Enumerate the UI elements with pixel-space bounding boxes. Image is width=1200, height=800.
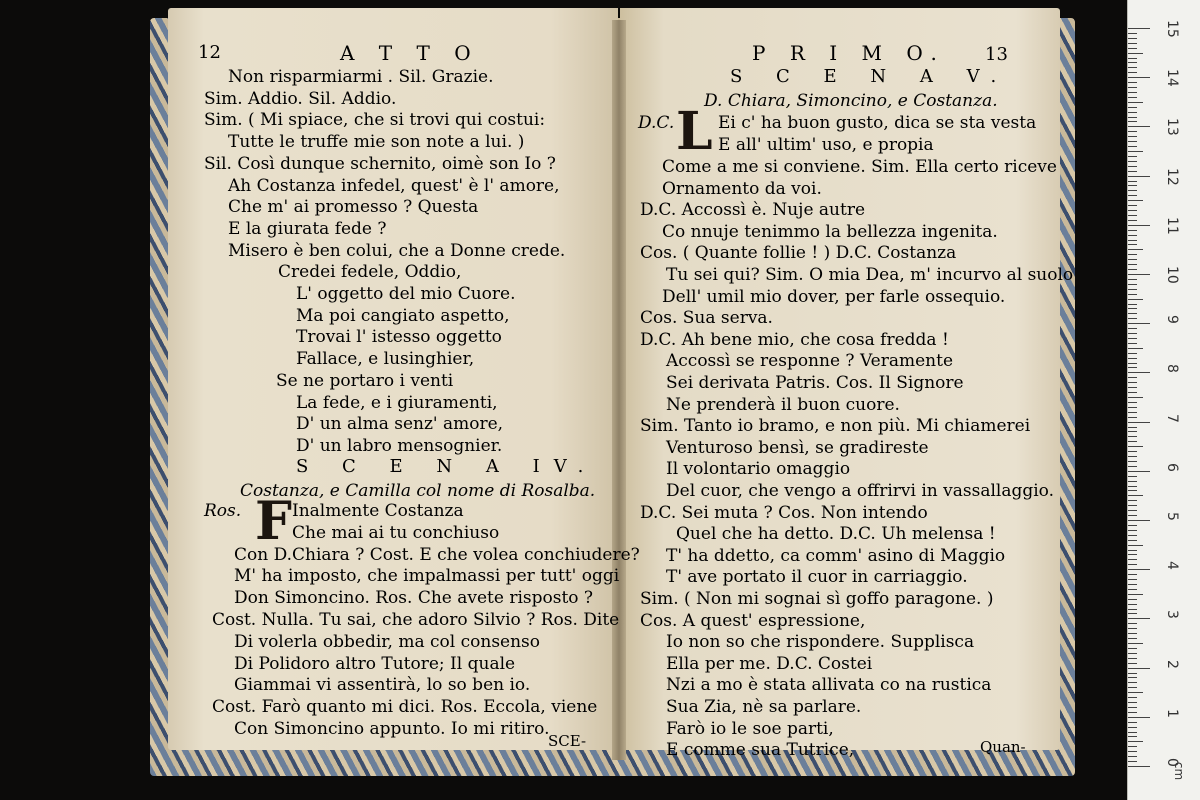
verse-line: Sim. Addio. Sil. Addio.: [204, 88, 397, 109]
ruler-tick: [1128, 151, 1143, 152]
verse-line: Che m' ai promesso ? Questa: [228, 197, 479, 218]
ruler-tick: [1128, 313, 1137, 314]
verse-line: Fallace, e lusinghier,: [296, 349, 475, 370]
ruler-tick: [1128, 594, 1143, 595]
ruler-tick: [1128, 102, 1143, 103]
verse-line: Di volerla obbedir, ma col consenso: [234, 631, 541, 652]
ruler-tick: [1128, 505, 1137, 506]
verse-line: Cos. A quest' espressione,: [640, 610, 866, 631]
ruler-tick: [1128, 515, 1137, 516]
ruler-number: 12: [1164, 167, 1180, 186]
ruler-tick: [1128, 195, 1137, 196]
ruler-tick: [1128, 692, 1143, 693]
ruler-tick: [1128, 441, 1137, 442]
verse-line: D.C. Ah bene mio, che cosa fredda !: [640, 329, 949, 350]
ruler-tick: [1128, 663, 1137, 664]
ruler-tick: [1128, 294, 1137, 295]
verse-line: D' un labro mensognier.: [296, 435, 503, 456]
ruler-tick: [1128, 67, 1137, 68]
verse-line: Sim. Tanto io bramo, e non più. Mi chiamerei: [640, 416, 1031, 437]
ruler-tick: [1128, 648, 1137, 649]
ruler-tick: [1128, 436, 1137, 437]
ruler-tick: [1128, 33, 1137, 34]
ruler-tick: [1128, 476, 1137, 477]
ruler-tick: [1128, 756, 1137, 757]
ruler-tick: [1128, 348, 1143, 349]
ruler-tick: [1128, 461, 1137, 462]
verse-line: Nzi a mo è stata allivata co na rustica: [666, 675, 992, 696]
ruler-tick: [1128, 741, 1143, 742]
measuring-ruler: [1127, 0, 1200, 800]
ruler-tick: [1128, 417, 1137, 418]
ruler-tick: [1128, 732, 1137, 733]
ruler-tick: [1128, 500, 1137, 501]
verse-line: Venturoso bensì, se gradireste: [666, 437, 929, 458]
ruler-number: 5: [1164, 512, 1180, 521]
verse-line: D.C. Accossì è. Nuje autre: [640, 200, 866, 221]
ruler-tick: [1128, 117, 1137, 118]
ruler-tick: [1128, 761, 1137, 762]
scene-cast: Costanza, e Camilla col nome di Rosalba.: [240, 481, 596, 501]
ruler-tick: [1128, 190, 1137, 191]
verse-line: E comme sua Tutrice,: [666, 740, 855, 761]
ruler-tick: [1128, 353, 1137, 354]
verse-line: Sim. ( Mi spiace, che si trovi qui costui:: [204, 110, 546, 131]
verse-line: Dell' umil mio dover, per farle ossequio.: [662, 286, 1006, 307]
ruler-tick: [1128, 87, 1137, 88]
catchword: SCE-: [548, 732, 587, 750]
ruler-tick: [1128, 431, 1137, 432]
ruler-tick: [1128, 574, 1137, 575]
ruler-tick: [1128, 210, 1137, 211]
verse-line: Che mai ai tu conchiuso: [292, 522, 500, 543]
ruler-tick: [1128, 299, 1143, 300]
verse-line: T' ha ddetto, ca comm' asino di Maggio: [666, 545, 1006, 566]
verse-line: Cost. Farò quanto mi dici. Ros. Eccola, viene: [212, 697, 598, 718]
ruler-tick: [1128, 471, 1150, 472]
verse-line: Cost. Nulla. Tu sai, che adoro Silvio ? Ros. Dite: [212, 610, 620, 630]
verse-line: Sei derivata Patris. Cos. Il Signore: [666, 373, 964, 393]
ruler-tick: [1128, 38, 1137, 39]
ruler-tick: [1128, 599, 1137, 600]
ruler-tick: [1128, 422, 1150, 423]
ruler-tick: [1128, 358, 1137, 359]
ruler-tick: [1128, 43, 1137, 44]
ruler-tick: [1128, 525, 1137, 526]
catchword: Quan-: [980, 738, 1026, 756]
ruler-tick: [1128, 274, 1150, 275]
ruler-tick: [1128, 97, 1137, 98]
verse-line: Farò io le soe parti,: [666, 718, 834, 739]
ruler-tick: [1128, 377, 1137, 378]
ruler-tick: [1128, 146, 1137, 147]
verse-line: Ah Costanza infedel, quest' è l' amore,: [228, 175, 560, 196]
ruler-tick: [1128, 490, 1137, 491]
ruler-tick: [1128, 181, 1137, 182]
verse-line: L' oggetto del mio Cuore.: [296, 284, 516, 304]
ruler-tick: [1128, 456, 1137, 457]
ruler-tick: [1128, 176, 1150, 177]
ruler-tick: [1128, 161, 1137, 162]
verse-line: Io non so che rispondere. Supplisca: [666, 632, 975, 653]
verse-line: Inalmente Costanza: [292, 501, 464, 521]
ruler-tick: [1128, 112, 1137, 113]
ruler-number: 4: [1164, 561, 1180, 571]
verse-line: Ornamento da voi.: [662, 178, 822, 199]
ruler-tick: [1128, 407, 1137, 408]
ruler-tick: [1128, 279, 1137, 280]
ruler-tick: [1128, 333, 1137, 334]
ruler-tick: [1128, 82, 1137, 83]
ruler-tick: [1128, 554, 1137, 555]
ruler-tick: [1128, 712, 1137, 713]
verse-line: Non risparmiarmi . Sil. Grazie.: [228, 67, 494, 87]
drop-cap: F: [255, 491, 292, 552]
ruler-tick: [1128, 520, 1150, 521]
ruler-tick: [1128, 550, 1137, 551]
ruler-tick: [1128, 343, 1137, 344]
ruler-tick: [1128, 412, 1137, 413]
ruler-tick: [1128, 284, 1137, 285]
ruler-tick: [1128, 126, 1150, 127]
ruler-tick: [1128, 308, 1137, 309]
ruler-tick: [1128, 564, 1137, 565]
ruler-tick: [1128, 579, 1137, 580]
ruler-tick: [1128, 618, 1150, 619]
ruler-tick: [1128, 220, 1137, 221]
ruler-number: 10: [1164, 266, 1180, 284]
ruler-tick: [1128, 48, 1137, 49]
ruler-tick: [1128, 387, 1137, 388]
verse-line: Tutte le truffe mie son note a lui. ): [228, 132, 525, 153]
ruler-tick: [1128, 402, 1137, 403]
verse-line: Tu sei qui? Sim. O mia Dea, m' incurvo al suolo: [666, 265, 1074, 285]
speaker-label: Ros.: [204, 501, 242, 521]
ruler-tick: [1128, 717, 1150, 718]
ruler-tick: [1128, 323, 1150, 324]
ruler-tick: [1128, 392, 1137, 393]
ruler-tick: [1128, 249, 1143, 250]
verse-line: Giammai vi assentirà, lo so ben io.: [234, 675, 531, 696]
ruler-tick: [1128, 53, 1143, 54]
ruler-number: 8: [1164, 364, 1180, 374]
speaker-label: D.C.: [638, 113, 675, 133]
ruler-tick: [1128, 628, 1137, 629]
ruler-tick: [1128, 736, 1137, 737]
verse-line: Sim. ( Non mi sognai sì goffo paragone. ): [640, 589, 994, 609]
verse-line: Sua Zia, nè sa parlare.: [666, 697, 862, 717]
ruler-tick: [1128, 707, 1137, 708]
ruler-number: 7: [1164, 413, 1180, 423]
ruler-tick: [1128, 107, 1137, 108]
ruler-tick: [1128, 240, 1137, 241]
book-gutter: [612, 20, 626, 760]
ruler-tick: [1128, 136, 1137, 137]
ruler-tick: [1128, 244, 1137, 245]
ruler-tick: [1128, 200, 1143, 201]
verse-line: Con D.Chiara ? Cost. E che volea conchiudere?: [234, 544, 640, 565]
ruler-tick: [1128, 171, 1137, 172]
ruler-tick: [1128, 510, 1137, 511]
verse-line: D.C. Sei muta ? Cos. Non intendo: [640, 502, 928, 523]
ruler-tick: [1128, 372, 1150, 373]
verse-line: T' ave portato il cuor in carriaggio.: [666, 567, 968, 588]
ruler-tick: [1128, 269, 1137, 270]
ruler-tick: [1128, 569, 1150, 570]
ruler-tick: [1128, 131, 1137, 132]
ruler-tick: [1128, 28, 1150, 29]
ruler-number: 2: [1164, 659, 1180, 669]
drop-cap: L: [676, 101, 713, 162]
ruler-tick: [1128, 486, 1137, 487]
scene-cast: D. Chiara, Simoncino, e Costanza.: [704, 91, 998, 111]
page-number-left: 12: [198, 42, 221, 63]
ruler-tick: [1128, 751, 1137, 752]
ruler-tick: [1128, 121, 1137, 122]
ruler-number: 1: [1164, 708, 1180, 718]
ruler-tick: [1128, 495, 1143, 496]
ruler-tick: [1128, 318, 1137, 319]
ruler-tick: [1128, 766, 1150, 767]
ruler-number: 3: [1164, 610, 1180, 620]
verse-line: Se ne portaro i venti: [276, 370, 454, 391]
ruler-tick: [1128, 451, 1137, 452]
ruler-tick: [1128, 77, 1150, 78]
ruler-tick: [1128, 481, 1137, 482]
page-number-right: 13: [985, 44, 1008, 65]
ruler-tick: [1128, 427, 1137, 428]
verse-line: Misero è ben colui, che a Donne crede.: [228, 240, 566, 261]
ruler-tick: [1128, 254, 1137, 255]
ruler-tick: [1128, 92, 1137, 93]
ruler-tick: [1128, 156, 1137, 157]
verse-line: Di Polidoro altro Tutore; Il quale: [234, 653, 516, 674]
ruler-tick: [1128, 446, 1143, 447]
ruler-tick: [1128, 328, 1137, 329]
verse-line: E all' ultim' uso, e propia: [718, 134, 934, 155]
ruler-tick: [1128, 643, 1143, 644]
ruler-tick: [1128, 535, 1137, 536]
verse-line: Sil. Così dunque schernito, oimè son Io ?: [204, 153, 556, 174]
verse-line: Cos. ( Quante follie ! ) D.C. Costanza: [640, 243, 957, 264]
verse-line: Ella per me. D.C. Costei: [666, 653, 873, 674]
ruler-tick: [1128, 225, 1150, 226]
ruler-tick: [1128, 466, 1137, 467]
verse-line: M' ha imposto, che impalmassi per tutt' oggi: [234, 566, 620, 587]
verse-line: Don Simoncino. Ros. Che avete risposto ?: [234, 588, 594, 609]
verse-line: Accossì se responne ? Veramente: [666, 351, 953, 372]
ruler-tick: [1128, 722, 1137, 723]
ruler-tick: [1128, 205, 1137, 206]
verse-line: D' un alma senz' amore,: [296, 414, 504, 435]
ruler-tick: [1128, 72, 1137, 73]
verse-line: Co nnuje tenimmo la bellezza ingenita.: [662, 221, 998, 242]
verse-line: Cos. Sua serva.: [640, 308, 773, 329]
verse-line: Ne prenderà il buon cuore.: [666, 394, 900, 415]
ruler-tick: [1128, 397, 1143, 398]
scene-heading: S C E N A IV.: [296, 456, 598, 477]
ruler-number: 13: [1164, 118, 1180, 137]
ruler-tick: [1128, 746, 1137, 747]
ruler-tick: [1128, 141, 1137, 142]
ruler-tick: [1128, 653, 1137, 654]
ruler-tick: [1128, 62, 1137, 63]
ruler-tick: [1128, 623, 1137, 624]
ruler-number: 6: [1164, 462, 1180, 472]
ruler-tick: [1128, 633, 1137, 634]
ruler-tick: [1128, 363, 1137, 364]
scene-heading: S C E N A V.: [730, 66, 1011, 87]
ruler-tick: [1128, 367, 1137, 368]
ruler-tick: [1128, 235, 1137, 236]
verse-line: Con Simoncino appunto. Io mi ritiro.: [234, 719, 550, 739]
running-head-right: P R I M O.: [752, 41, 946, 65]
ruler-tick: [1128, 215, 1137, 216]
verse-line: E la giurata fede ?: [228, 218, 387, 239]
verse-line: Trovai l' istesso oggetto: [296, 327, 502, 348]
verse-line: Credei fedele, Oddio,: [278, 262, 462, 283]
ruler-tick: [1128, 185, 1137, 186]
ruler-tick: [1128, 166, 1137, 167]
running-head-left: A T T O: [340, 41, 480, 65]
ruler-number: 14: [1164, 69, 1180, 88]
ruler-number: 15: [1164, 20, 1180, 38]
ruler-tick: [1128, 230, 1137, 231]
ruler-tick: [1128, 382, 1137, 383]
verse-line: Quel che ha detto. D.C. Uh melensa !: [676, 524, 996, 545]
ruler-tick: [1128, 589, 1137, 590]
verse-line: Ma poi cangiato aspetto,: [296, 305, 510, 326]
ruler-tick: [1128, 702, 1137, 703]
ruler-tick: [1128, 604, 1137, 605]
ruler-number: 9: [1164, 315, 1180, 325]
ruler-tick: [1128, 677, 1137, 678]
ruler-tick: [1128, 658, 1137, 659]
ruler-tick: [1128, 264, 1137, 265]
ruler-tick: [1128, 545, 1143, 546]
ruler-tick: [1128, 727, 1137, 728]
ruler-tick: [1128, 530, 1137, 531]
ruler-number: 0: [1164, 758, 1180, 767]
verse-line: Come a me si conviene. Sim. Ella certo riceve: [662, 157, 1057, 177]
ruler-tick: [1128, 58, 1137, 59]
ruler-tick: [1128, 638, 1137, 639]
verse-line: La fede, e i giuramenti,: [296, 392, 498, 413]
verse-line: Ei c' ha buon gusto, dica se sta vesta: [718, 113, 1037, 133]
verse-line: Il volontario omaggio: [666, 459, 851, 480]
ruler-tick: [1128, 682, 1137, 683]
ruler-tick: [1128, 304, 1137, 305]
ruler-tick: [1128, 338, 1137, 339]
ruler-tick: [1128, 697, 1137, 698]
ruler-tick: [1128, 289, 1137, 290]
ruler-tick: [1128, 259, 1137, 260]
ruler-tick: [1128, 687, 1137, 688]
ruler-tick: [1128, 673, 1137, 674]
ruler-tick: [1128, 668, 1150, 669]
ruler-tick: [1128, 584, 1137, 585]
ruler-tick: [1128, 540, 1137, 541]
ruler-tick: [1128, 559, 1137, 560]
ruler-tick: [1128, 613, 1137, 614]
ruler-unit: cm: [1172, 761, 1187, 781]
ruler-tick: [1128, 609, 1137, 610]
verse-line: Del cuor, che vengo a offrirvi in vassallaggio.: [666, 481, 1055, 501]
ruler-number: 11: [1164, 216, 1180, 235]
